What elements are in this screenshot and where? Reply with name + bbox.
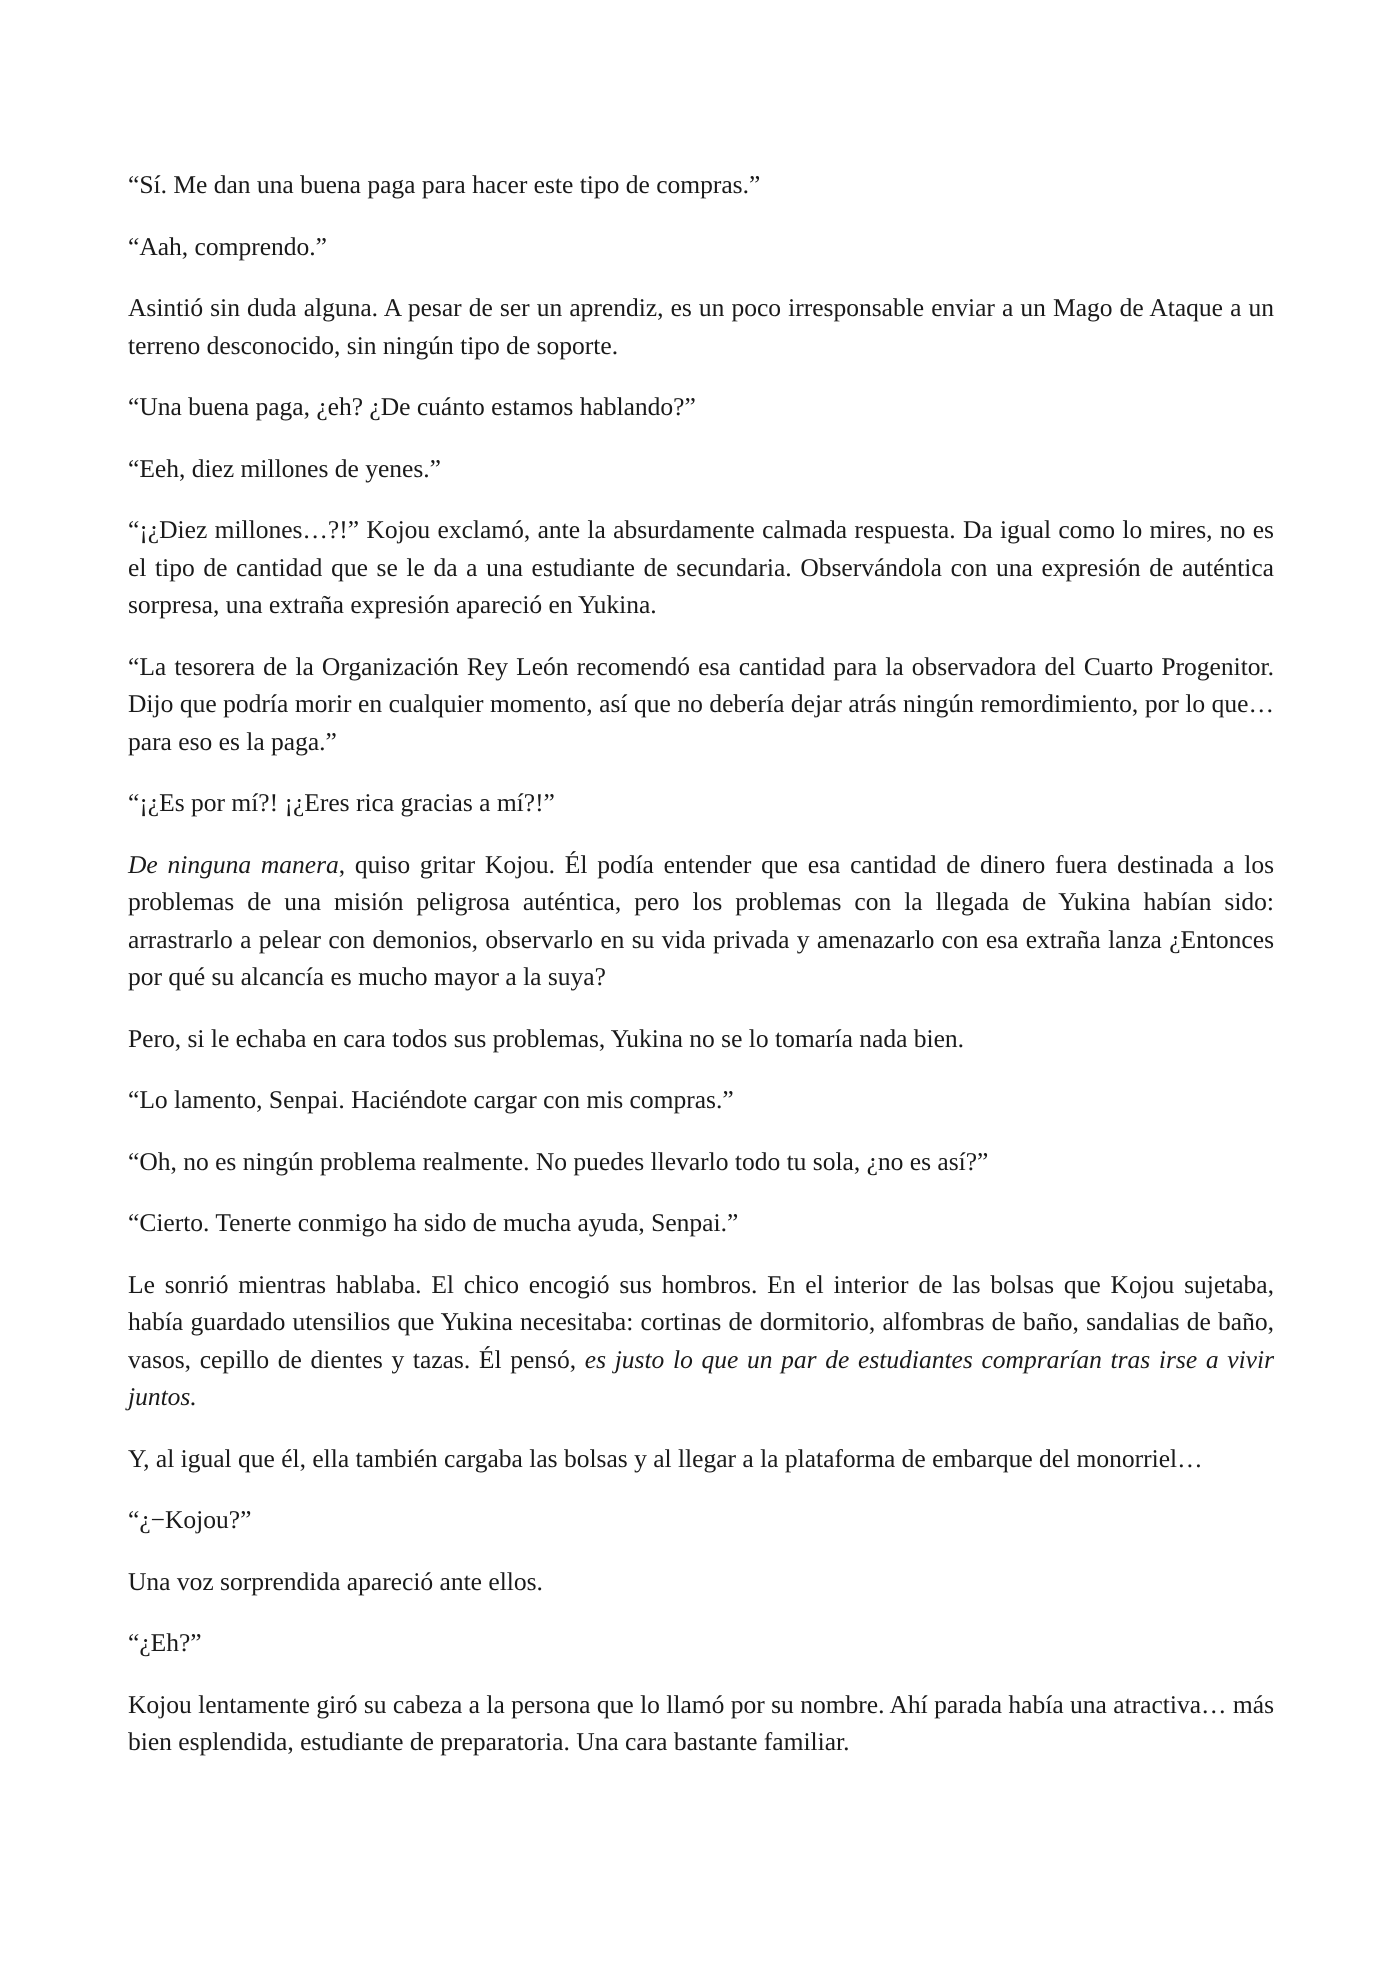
text-segment: “La tesorera de la Organización Rey León recomendó esa cantidad para la observadora del Cuarto Progenitor. Dijo que podría morir en cualquier momento, así que no debería dejar atrás ningún remordimiento, por lo que… para eso es la paga.” xyxy=(128,651,1274,756)
paragraph xyxy=(128,846,1274,996)
text-segment: “Oh, no es ningún problema realmente. No puedes llevarlo todo tu sola, ¿no es así?” xyxy=(128,1146,989,1176)
italic-text-segment: es justo lo que un par de estudiantes comprarían tras irse a vivir juntos. xyxy=(128,1344,1275,1411)
paragraph xyxy=(128,648,1274,761)
italic-text-segment: De ninguna manera xyxy=(128,849,339,879)
paragraph xyxy=(128,166,1274,204)
text-segment: Le sonrió mientras hablaba. El chico encogió sus hombros. En el interior de las bolsas que Kojou sujetaba, había guardado utensilios que Yukina necesitaba: cortinas de dormitorio, alfombras de baño, sandalias de baño, vasos, cepillo de dientes y tazas. Él pensó, xyxy=(128,1269,1274,1374)
paragraph xyxy=(128,1563,1274,1601)
paragraph xyxy=(128,1020,1274,1058)
paragraph xyxy=(128,1624,1274,1662)
text-segment: “Aah, comprendo.” xyxy=(128,231,327,261)
paragraph xyxy=(128,289,1274,364)
text-segment: Y, al igual que él, ella también cargaba las bolsas y al llegar a la plataforma de embarque del monorriel… xyxy=(128,1443,1203,1473)
text-segment: “¡¿Es por mí?! ¡¿Eres rica gracias a mí?!” xyxy=(128,788,555,817)
text-segment: “Cierto. Tenerte conmigo ha sido de mucha ayuda, Senpai.” xyxy=(128,1208,739,1237)
text-segment: Pero, si le echaba en cara todos sus problemas, Yukina no se lo tomaría nada bien. xyxy=(128,1023,965,1053)
paragraph xyxy=(128,1440,1274,1478)
paragraph xyxy=(128,784,1274,822)
paragraph xyxy=(128,450,1274,488)
paragraph xyxy=(128,1686,1274,1761)
text-segment: “Sí. Me dan una buena paga para hacer este tipo de compras.” xyxy=(128,170,761,199)
paragraph xyxy=(128,511,1274,624)
paragraph xyxy=(128,1204,1274,1242)
paragraph xyxy=(128,1266,1274,1416)
paragraph xyxy=(128,228,1274,266)
text-segment: , quiso gritar Kojou. Él podía entender que esa cantidad de dinero fuera destinada a los problemas de una misión peligrosa auténtica, pero los problemas con la llegada de Yukina habían sido: arrastrarlo a pelear con demonios, observarlo en su vida privada y amenazarlo con esa extraña lanza ¿Entonces por qué su alcancía es mucho mayor a la suya? xyxy=(128,849,1274,991)
text-segment: “¿Eh?” xyxy=(128,1628,202,1657)
text-segment: “¡¿Diez millones…?!” Kojou exclamó, ante la absurdamente calmada respuesta. Da igual como lo mires, no es el tipo de cantidad que se le da a una estudiante de secundaria. Observándola con una expresión de auténtica sorpresa, una extraña expresión apareció en Yukina. xyxy=(128,515,1274,619)
paragraph xyxy=(128,1081,1274,1119)
text-segment: “¿−Kojou?” xyxy=(128,1505,252,1534)
text-segment: “Una buena paga, ¿eh? ¿De cuánto estamos hablando?” xyxy=(128,392,696,421)
page-body-text xyxy=(128,166,1274,1761)
paragraph xyxy=(128,388,1274,426)
text-segment: Una voz sorprendida apareció ante ellos. xyxy=(128,1566,543,1596)
text-segment: “Lo lamento, Senpai. Haciéndote cargar con mis compras.” xyxy=(128,1085,734,1114)
text-segment: Kojou lentamente giró su cabeza a la persona que lo llamó por su nombre. Ahí parada había una atractiva… más bien esplendida, estudiante de preparatoria. Una cara bastante familiar. xyxy=(128,1689,1274,1756)
text-segment: Asintió sin duda alguna. A pesar de ser un aprendiz, es un poco irresponsable enviar a un Mago de Ataque a un terreno desconocido, sin ningún tipo de soporte. xyxy=(128,293,1274,360)
paragraph xyxy=(128,1501,1274,1539)
text-segment: “Eeh, diez millones de yenes.” xyxy=(128,453,441,483)
paragraph xyxy=(128,1143,1274,1181)
